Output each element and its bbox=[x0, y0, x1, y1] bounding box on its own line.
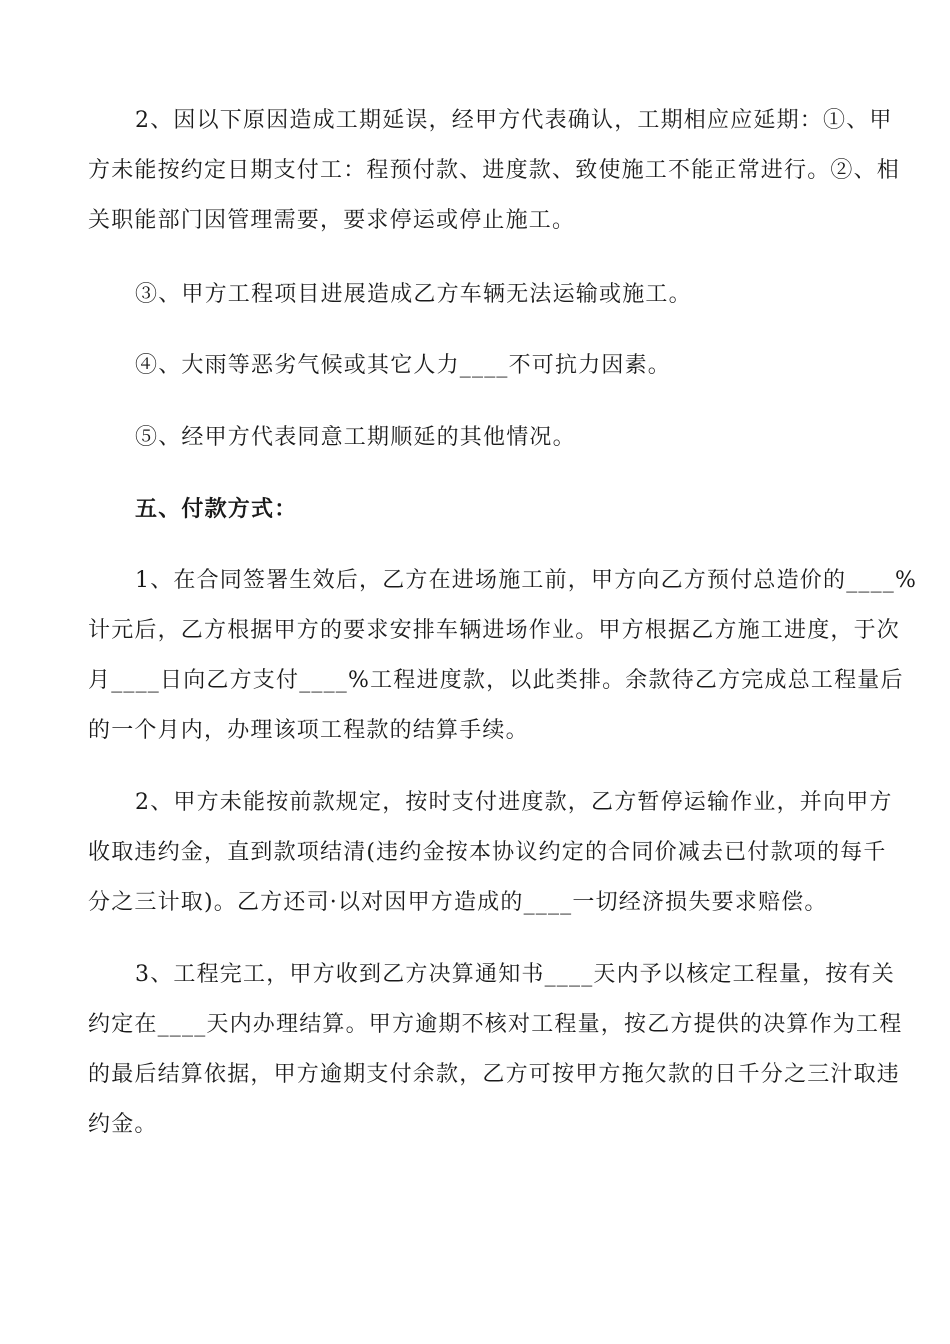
text-line: 3、工程完工，甲方收到乙方决算通知书____天内予以核定工程量，按有关 bbox=[135, 962, 895, 987]
text-line: 方未能按约定日期支付工：程预付款、进度款、致使施工不能正常进行。②、相 bbox=[88, 158, 901, 183]
text-line: 分之三计取)。乙方还司·以对因甲方造成的____一切经济损失要求赔偿。 bbox=[88, 890, 828, 915]
text-line: 约金。 bbox=[88, 1112, 158, 1137]
text-line: ④、大雨等恶劣气候或其它人力____不可抗力因素。 bbox=[135, 353, 672, 378]
text-line: 计元后，乙方根据甲方的要求安排车辆进场作业。甲方根据乙方施工进度，于次 bbox=[88, 618, 901, 643]
text-line: 的一个月内，办理该项工程款的结算手续。 bbox=[88, 718, 529, 743]
text-line: 2、因以下原因造成工期延误，经甲方代表确认，工期相应应延期：①、甲 bbox=[135, 108, 893, 133]
text-line: 1、在合同签署生效后，乙方在进场施工前，甲方向乙方预付总造价的____% bbox=[135, 568, 918, 593]
text-line: 约定在____天内办理结算。甲方逾期不核对工程量，按乙方提供的决算作为工程 bbox=[88, 1012, 903, 1037]
text-line: 2、甲方未能按前款规定，按时支付进度款，乙方暂停运输作业，并向甲方 bbox=[135, 790, 893, 815]
text-line: 关职能部门因管理需要，要求停运或停止施工。 bbox=[88, 208, 576, 233]
text-line: 收取违约金，直到款项结清(违约金按本协议约定的合同价减去已付款项的每千 bbox=[88, 840, 887, 865]
text-line: ⑤、经甲方代表同意工期顺延的其他情况。 bbox=[135, 425, 576, 450]
text-line: 的最后结算依据，甲方逾期支付余款，乙方可按甲方拖欠款的日千分之三汁取违 bbox=[88, 1062, 901, 1087]
text-line: ③、甲方工程项目进展造成乙方车辆无法运输或施工。 bbox=[135, 282, 692, 307]
text-line: 月____日向乙方支付____%工程进度款，以此类排。余款待乙方完成总工程量后 bbox=[88, 668, 904, 693]
heading-text: 五、付款方式： bbox=[135, 496, 298, 522]
